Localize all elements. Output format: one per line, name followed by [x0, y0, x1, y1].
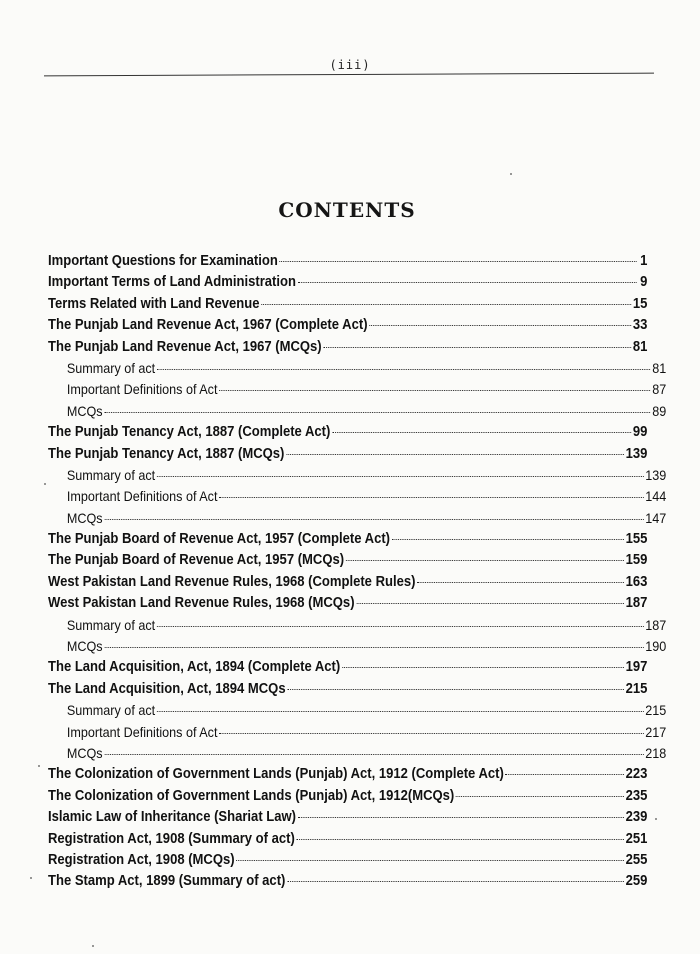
toc-dot-leader: [297, 839, 624, 840]
toc-entry[interactable]: [48, 873, 647, 894]
toc-entry-title: The Stamp Act, 1899 (Summary of act): [48, 873, 286, 890]
toc-page-number: 235: [625, 787, 648, 804]
toc-page-number: 139: [625, 445, 648, 462]
toc-page-number: 9: [640, 274, 648, 291]
toc-dot-leader: [323, 347, 631, 348]
toc-page-number: 81: [652, 359, 667, 376]
toc-dot-leader: [417, 582, 624, 583]
toc-page-number: 159: [625, 552, 648, 569]
toc-page-number: 187: [645, 616, 667, 633]
toc-dot-leader: [104, 647, 643, 648]
toc-entry-title: MCQs: [66, 638, 103, 655]
toc-page-number: 218: [645, 744, 667, 761]
toc-page-number: 155: [625, 531, 648, 548]
toc-dot-leader: [346, 560, 624, 561]
toc-entry[interactable]: [48, 339, 647, 360]
scan-speck: [30, 877, 32, 879]
toc-entry-title: Summary of act: [66, 466, 156, 483]
toc-dot-leader: [286, 454, 624, 455]
toc-entry-title: Important Terms of Land Administration: [48, 274, 296, 291]
toc-page-number: 87: [652, 381, 667, 398]
toc-dot-leader: [392, 539, 624, 540]
toc-entry-title: The Land Acquisition, Act, 1894 MCQs: [48, 680, 286, 697]
toc-page-number: 255: [625, 851, 648, 868]
toc-subentry[interactable]: [48, 381, 666, 402]
toc-entry-title: West Pakistan Land Revenue Rules, 1968 (Complete Rules): [48, 573, 416, 590]
toc-dot-leader: [104, 519, 643, 520]
toc-entry-title: The Land Acquisition, Act, 1894 (Complete Act): [48, 659, 341, 676]
toc-subentry[interactable]: [48, 702, 666, 723]
header-rule: [44, 73, 654, 77]
toc-entry-title: The Punjab Tenancy Act, 1887 (Complete Act): [48, 424, 331, 441]
table-of-contents: [48, 253, 667, 895]
toc-entry[interactable]: [48, 253, 647, 274]
page-number: (iii): [329, 58, 371, 72]
toc-entry-title: MCQs: [66, 402, 103, 419]
toc-entry[interactable]: [48, 446, 647, 467]
toc-subentry[interactable]: [48, 360, 666, 381]
toc-page-number: 144: [645, 488, 667, 505]
toc-dot-leader: [287, 881, 624, 882]
toc-dot-leader: [219, 390, 650, 391]
toc-page-number: 223: [625, 766, 648, 783]
toc-page-number: 215: [625, 680, 648, 697]
toc-entry-title: Important Questions for Examination: [48, 253, 278, 269]
toc-entry-title: Terms Related with Land Revenue: [48, 295, 260, 312]
toc-dot-leader: [236, 860, 623, 861]
toc-entry-title: Summary of act: [66, 359, 156, 376]
toc-entry[interactable]: [48, 681, 647, 702]
toc-dot-leader: [104, 412, 650, 413]
toc-entry-title: Important Definitions of Act: [66, 723, 218, 740]
toc-page-number: 163: [625, 573, 648, 590]
toc-entry-title: The Colonization of Government Lands (Punjab) Act, 1912 (Complete Act): [48, 766, 504, 783]
toc-entry[interactable]: [48, 574, 647, 595]
toc-entry-title: The Punjab Board of Revenue Act, 1957 (Complete Act): [48, 531, 391, 548]
toc-dot-leader: [219, 733, 643, 734]
toc-subentry[interactable]: [48, 724, 666, 745]
toc-entry-title: Summary of act: [66, 702, 156, 719]
toc-page-number: 197: [625, 659, 648, 676]
scan-speck: [44, 483, 46, 485]
contents-title: CONTENTS: [278, 198, 416, 222]
toc-subentry[interactable]: [48, 488, 666, 509]
toc-entry-title: Important Definitions of Act: [66, 488, 218, 505]
toc-dot-leader: [157, 711, 644, 712]
toc-dot-leader: [287, 689, 623, 690]
toc-entry[interactable]: [48, 274, 647, 295]
toc-dot-leader: [342, 667, 624, 668]
toc-entry-title: Summary of act: [66, 616, 156, 633]
toc-entry[interactable]: [48, 788, 647, 809]
toc-subentry[interactable]: [48, 745, 666, 766]
toc-page-number: 1: [640, 253, 648, 269]
scan-speck: [510, 173, 512, 175]
toc-page-number: 33: [632, 317, 648, 334]
toc-dot-leader: [157, 369, 651, 370]
toc-dot-leader: [157, 626, 644, 627]
toc-entry-title: Islamic Law of Inheritance (Shariat Law): [48, 809, 297, 826]
toc-subentry[interactable]: [48, 403, 666, 424]
toc-entry[interactable]: [48, 424, 647, 445]
toc-page-number: 190: [645, 638, 667, 655]
toc-entry-title: MCQs: [66, 744, 103, 761]
scan-speck: [92, 945, 94, 947]
toc-entry-title: Registration Act, 1908 (Summary of act): [48, 830, 295, 847]
toc-page-number: 147: [645, 509, 667, 526]
toc-entry-title: The Punjab Land Revenue Act, 1967 (MCQs): [48, 338, 322, 355]
toc-page-number: 139: [645, 466, 667, 483]
toc-entry[interactable]: [48, 809, 647, 830]
toc-entry-title: West Pakistan Land Revenue Rules, 1968 (MCQs): [48, 595, 355, 612]
toc-page-number: 81: [632, 338, 648, 355]
toc-subentry[interactable]: [48, 617, 666, 638]
scan-speck: [655, 818, 657, 820]
toc-dot-leader: [298, 817, 624, 818]
toc-dot-leader: [506, 774, 624, 775]
scan-speck: [38, 765, 40, 767]
toc-page-number: 251: [625, 830, 648, 847]
toc-subentry[interactable]: [48, 467, 666, 488]
toc-page-number: 89: [652, 402, 667, 419]
toc-entry[interactable]: [48, 595, 647, 616]
toc-subentry[interactable]: [48, 510, 666, 531]
toc-dot-leader: [157, 476, 644, 477]
toc-entry[interactable]: [48, 766, 647, 787]
toc-entry-title: Important Definitions of Act: [66, 381, 218, 398]
toc-dot-leader: [219, 497, 643, 498]
toc-entry[interactable]: [48, 552, 647, 573]
toc-page-number: 187: [625, 595, 648, 612]
toc-entry-title: The Punjab Tenancy Act, 1887 (MCQs): [48, 445, 285, 462]
toc-dot-leader: [456, 796, 624, 797]
toc-dot-leader: [369, 325, 631, 326]
toc-page-number: 15: [632, 295, 648, 312]
page-header: [0, 56, 700, 86]
toc-entry[interactable]: [48, 531, 647, 552]
toc-dot-leader: [332, 432, 631, 433]
toc-entry[interactable]: [48, 317, 647, 338]
toc-entry-title: The Punjab Land Revenue Act, 1967 (Complete Act): [48, 317, 368, 334]
toc-entry-title: Registration Act, 1908 (MCQs): [48, 851, 235, 868]
toc-dot-leader: [280, 261, 637, 262]
toc-page-number: 99: [632, 424, 648, 441]
toc-entry[interactable]: [48, 852, 647, 873]
toc-entry-title: The Colonization of Government Lands (Punjab) Act, 1912(MCQs): [48, 787, 455, 804]
toc-entry[interactable]: [48, 296, 647, 317]
toc-page-number: 259: [625, 873, 648, 890]
toc-dot-leader: [104, 754, 643, 755]
toc-entry-title: MCQs: [66, 509, 103, 526]
toc-dot-leader: [261, 304, 631, 305]
toc-subentry[interactable]: [48, 638, 666, 659]
toc-page-number: 239: [625, 809, 648, 826]
toc-entry[interactable]: [48, 659, 647, 680]
toc-dot-leader: [356, 603, 623, 604]
toc-entry[interactable]: [48, 831, 647, 852]
toc-page-number: 217: [645, 723, 667, 740]
toc-page-number: 215: [645, 702, 667, 719]
toc-dot-leader: [298, 282, 637, 283]
toc-entry-title: The Punjab Board of Revenue Act, 1957 (MCQs): [48, 552, 345, 569]
